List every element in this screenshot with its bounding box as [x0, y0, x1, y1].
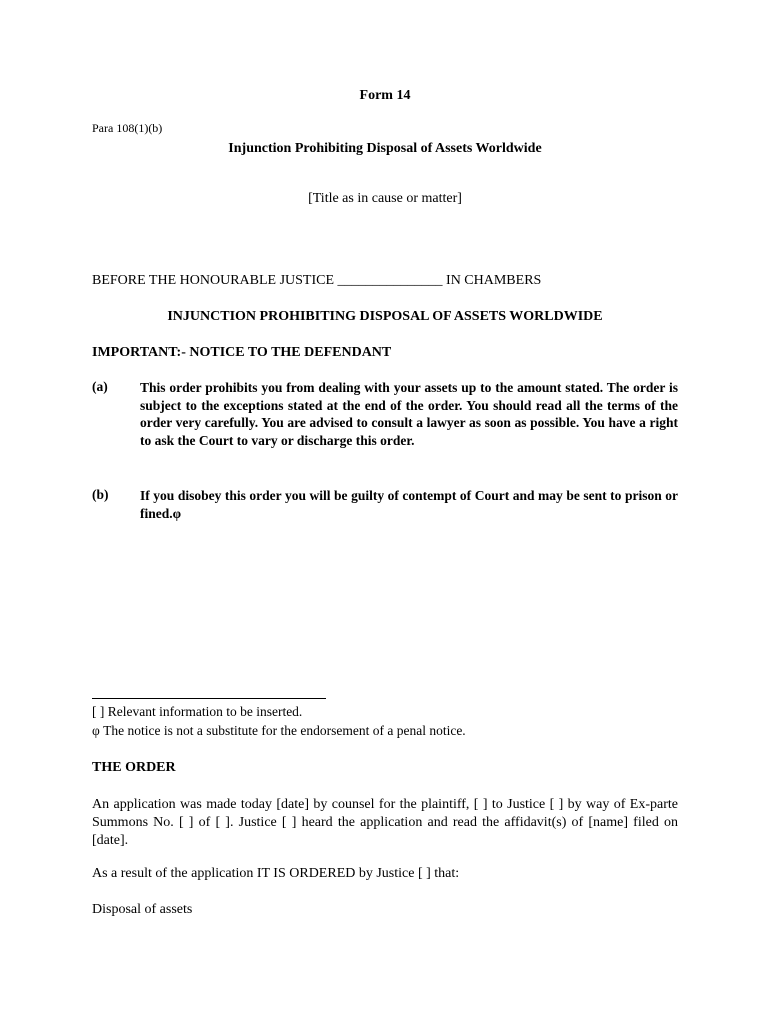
- notice-item-text: This order prohibits you from dealing with your assets up to the amount stated. The order is subject to the exceptions stated at the end of the order. You should read all the terms of the order very carefully. You are advised to consult a lawyer as soon as possible. You have a right to ask the Court to vary or discharge this order.: [140, 380, 678, 448]
- notice-item-label: (b): [92, 487, 109, 502]
- ordered-paragraph: As a result of the application IT IS ORDERED by Justice [ ] that:: [92, 866, 460, 881]
- footnote-penal-notice: φ The notice is not a substitute for the endorsement of a penal notice.: [92, 723, 466, 738]
- notice-item-text: If you disobey this order you will be guilty of contempt of Court and may be sent to prison or fined.φ: [140, 488, 678, 521]
- title-placeholder: [Title as in cause or matter]: [308, 191, 462, 206]
- disposal-of-assets-heading: Disposal of assets: [92, 902, 193, 917]
- paragraph-reference: Para 108(1)(b): [92, 121, 163, 135]
- before-justice-line: BEFORE THE HONOURABLE JUSTICE _______________ IN CHAMBERS: [92, 273, 542, 288]
- important-notice-heading: IMPORTANT:- NOTICE TO THE DEFENDANT: [92, 345, 392, 360]
- form-number: Form 14: [359, 88, 411, 103]
- order-heading: THE ORDER: [92, 760, 176, 775]
- notice-item-b: [92, 487, 678, 522]
- application-paragraph: An application was made today [date] by counsel for the plaintiff, [ ] to Justice [ ] by way of Ex-parte Summons No. [ ] of [ ]. Justice [ ] heard the application and read the affidavit(s) of [name] filed on [date].: [92, 797, 678, 848]
- footnote-placeholder: [ ] Relevant information to be inserted.: [92, 704, 303, 719]
- footnote-divider: [92, 698, 326, 699]
- document-title: Injunction Prohibiting Disposal of Assets Worldwide: [228, 141, 542, 156]
- notice-item-a: [92, 379, 678, 449]
- notice-item-label: (a): [92, 379, 108, 394]
- order-caption: INJUNCTION PROHIBITING DISPOSAL OF ASSETS WORLDWIDE: [167, 309, 603, 324]
